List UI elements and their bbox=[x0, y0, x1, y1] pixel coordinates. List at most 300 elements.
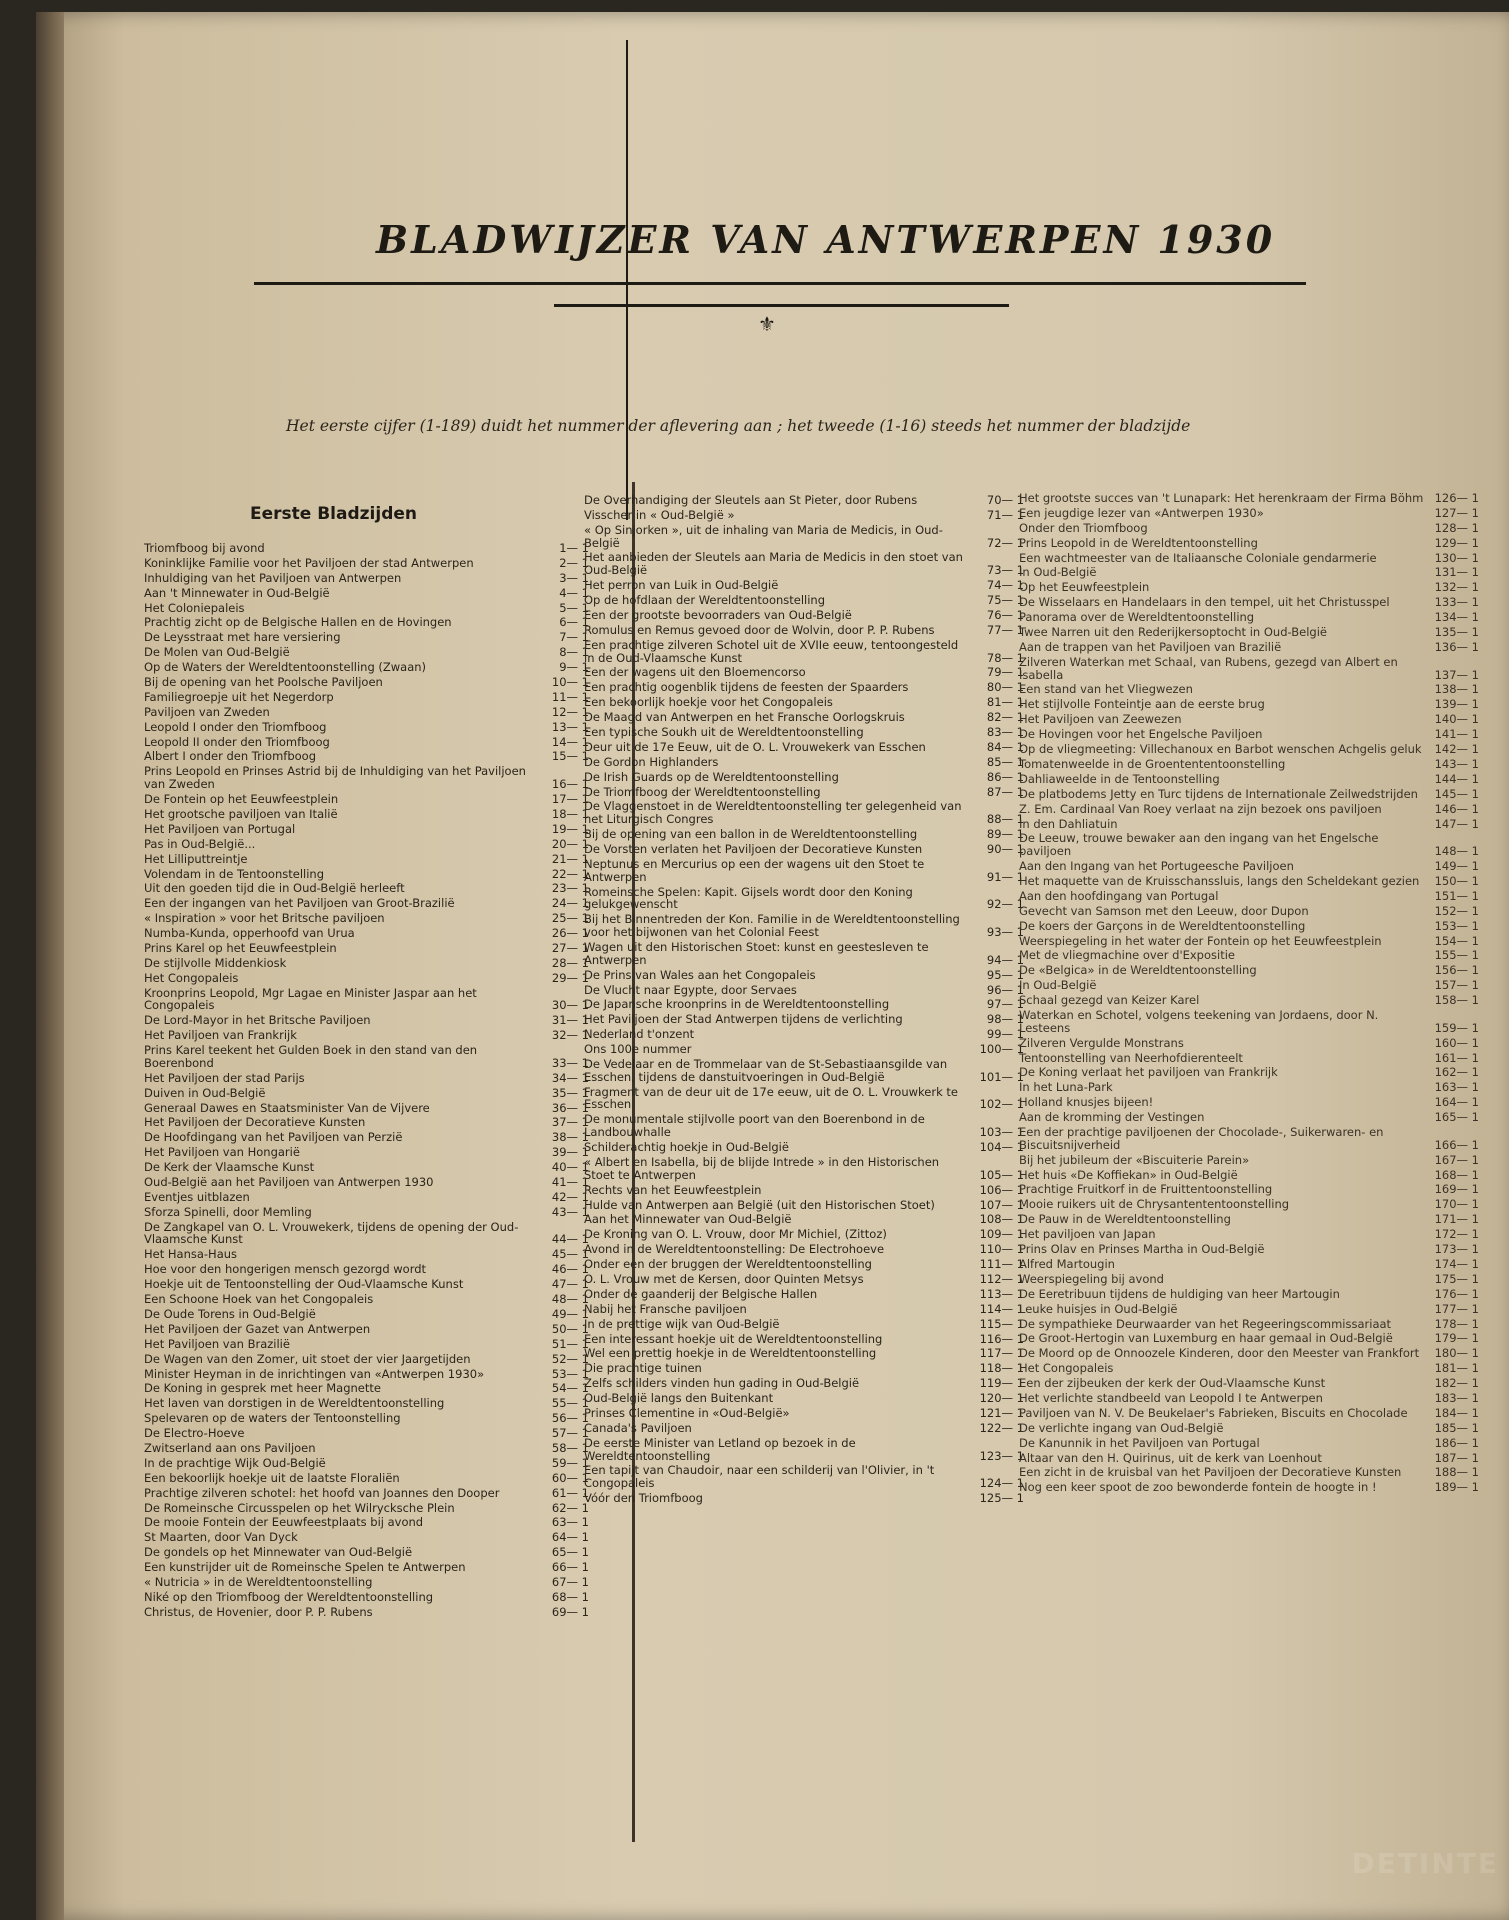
index-entry bbox=[584, 843, 1024, 856]
index-entry bbox=[584, 771, 1024, 784]
entry-reference: 89— 1 bbox=[986, 827, 1024, 842]
index-entry bbox=[144, 557, 589, 570]
entry-title: Een typische Soukh uit de Wereldtentoonstelling bbox=[584, 724, 864, 739]
index-column-1 bbox=[144, 492, 589, 1621]
index-entry bbox=[584, 858, 1024, 884]
entry-title: Niké op den Triomfboog der Wereldtentoonstelling bbox=[144, 1589, 434, 1604]
entry-reference: 73— 1 bbox=[986, 563, 1024, 578]
index-entry bbox=[1019, 1096, 1479, 1109]
index-column-3 bbox=[1019, 492, 1479, 1496]
entry-reference: 44— 1 bbox=[551, 1232, 589, 1247]
index-entry bbox=[144, 972, 589, 985]
index-entry bbox=[1019, 1452, 1479, 1465]
index-entry bbox=[1019, 1009, 1479, 1035]
entry-reference: 163— 1 bbox=[1434, 1080, 1479, 1095]
entry-reference: 151— 1 bbox=[1434, 888, 1479, 903]
section-heading: Eerste Bladzijden bbox=[250, 504, 417, 524]
entry-title: De Japansche kroonprins in de Wereldtentoonstelling bbox=[584, 997, 890, 1012]
entry-reference: 130— 1 bbox=[1434, 550, 1479, 565]
index-entry bbox=[144, 602, 589, 615]
entry-title: Het paviljoen van Japan bbox=[1019, 1227, 1156, 1242]
index-entry bbox=[144, 1044, 589, 1070]
entry-title: Familiegroepje uit het Negerdorp bbox=[144, 689, 334, 704]
entry-title: Romeinsche Spelen: Kapit. Gijsels wordt door den Koning gelukgewenscht bbox=[584, 884, 913, 912]
entry-title: Het perron van Luik in Oud-België bbox=[584, 578, 779, 593]
entry-title: Het Paviljoen van Zeewezen bbox=[1019, 712, 1182, 727]
index-entry bbox=[584, 1318, 1024, 1331]
entry-title: De Kroning van O. L. Vrouw, door Mr Michiel, (Zittoz) bbox=[584, 1227, 887, 1242]
entry-title: In den Dahliatuin bbox=[1019, 816, 1118, 831]
index-entry bbox=[1019, 1377, 1479, 1390]
entry-title: Eventjes uitblazen bbox=[144, 1189, 250, 1204]
entry-title: Een prachtige zilveren Schotel uit de XVIIe eeuw, tentoongesteld in de Oud-Vlaamsche Kunst bbox=[584, 637, 959, 665]
entry-reference: 114— 1 bbox=[979, 1301, 1024, 1316]
index-entry bbox=[144, 616, 589, 629]
index-entry bbox=[144, 1442, 589, 1455]
entry-reference: 169— 1 bbox=[1434, 1182, 1479, 1197]
entry-title: De koers der Garçons in de Wereldtentoonstelling bbox=[1019, 918, 1306, 933]
entry-reference: 120— 1 bbox=[979, 1391, 1024, 1406]
entry-reference: 128— 1 bbox=[1434, 520, 1479, 535]
index-entry bbox=[1019, 611, 1479, 624]
entry-reference: 179— 1 bbox=[1434, 1331, 1479, 1346]
entry-reference: 182— 1 bbox=[1434, 1376, 1479, 1391]
entry-reference: 119— 1 bbox=[979, 1376, 1024, 1391]
entry-title: Albert I onder den Triomfboog bbox=[144, 749, 316, 764]
entry-title: Een stand van het Vliegwezen bbox=[1019, 682, 1193, 697]
index-entry bbox=[1019, 683, 1479, 696]
index-entry bbox=[584, 1288, 1024, 1301]
entry-reference: 162— 1 bbox=[1434, 1065, 1479, 1080]
index-entry bbox=[144, 750, 589, 763]
entry-reference: 166— 1 bbox=[1434, 1137, 1479, 1152]
entry-reference: 116— 1 bbox=[979, 1331, 1024, 1346]
entry-title: De Overhandiging der Sleutels aan St Pieter, door Rubens bbox=[584, 493, 918, 507]
entry-reference: 144— 1 bbox=[1434, 771, 1479, 786]
entry-reference: 91— 1 bbox=[986, 869, 1024, 884]
entry-title: Ons 100e nummer bbox=[584, 1042, 692, 1057]
entry-title: De Vorsten verlaten het Paviljoen der Decoratieve Kunsten bbox=[584, 842, 923, 856]
entry-title: Een interessant hoekje uit de Wereldtentoonstelling bbox=[584, 1331, 883, 1346]
entry-title: De Electro-Hoeve bbox=[144, 1426, 245, 1441]
entry-reference: 86— 1 bbox=[986, 769, 1024, 784]
index-entry bbox=[144, 808, 589, 821]
index-entry bbox=[1019, 1066, 1479, 1079]
index-entry bbox=[1019, 860, 1479, 873]
entry-title: Pas in Oud-België... bbox=[144, 836, 256, 851]
entry-title: Koninklijke Familie voor het Paviljoen der stad Antwerpen bbox=[144, 555, 474, 570]
entry-title: Oud-België langs den Buitenkant bbox=[584, 1391, 774, 1406]
entry-reference: 61— 1 bbox=[551, 1485, 589, 1500]
entry-reference: 167— 1 bbox=[1434, 1152, 1479, 1167]
entry-reference: 124— 1 bbox=[979, 1476, 1024, 1491]
entry-title: Het maquette van de Kruisschanssluis, langs den Scheldekant gezien bbox=[1019, 873, 1420, 888]
index-entry bbox=[144, 1502, 589, 1515]
entry-title: De Vlucht naar Egypte, door Servaes bbox=[584, 982, 797, 997]
index-entry bbox=[144, 1531, 589, 1544]
entry-title: Numba-Kunda, opperhoofd van Urua bbox=[144, 926, 355, 941]
entry-reference: 12— 1 bbox=[551, 704, 589, 719]
index-entry bbox=[1019, 1183, 1479, 1196]
index-entry bbox=[584, 494, 1024, 507]
index-entry bbox=[144, 942, 589, 955]
index-entry bbox=[1019, 596, 1479, 609]
entry-title: De Prins van Wales aan het Congopaleis bbox=[584, 967, 816, 982]
entry-reference: 115— 1 bbox=[979, 1316, 1024, 1331]
index-entry bbox=[584, 1392, 1024, 1405]
entry-title: Schilderachtig hoekje in Oud-België bbox=[584, 1140, 789, 1155]
entry-title: De Zangkapel van O. L. Vrouwekerk, tijdens de opening der Oud-Vlaamsche Kunst bbox=[144, 1219, 519, 1247]
index-entry bbox=[144, 1116, 589, 1129]
entry-title: Gevecht van Samson met den Leeuw, door Dupon bbox=[1019, 903, 1309, 918]
index-entry bbox=[584, 1028, 1024, 1041]
index-entry bbox=[584, 1086, 1024, 1112]
index-entry bbox=[584, 1199, 1024, 1212]
entry-reference: 109— 1 bbox=[979, 1227, 1024, 1242]
index-entry bbox=[1019, 832, 1479, 858]
entry-reference: 78— 1 bbox=[986, 650, 1024, 665]
index-entry bbox=[1019, 1126, 1479, 1152]
entry-reference: 18— 1 bbox=[551, 806, 589, 821]
index-entry bbox=[144, 765, 589, 791]
index-entry bbox=[1019, 773, 1479, 786]
entry-reference: 111— 1 bbox=[979, 1257, 1024, 1272]
entry-title: De Gordon Highlanders bbox=[584, 754, 719, 769]
entry-title: De Wisselaars en Handelaars in den tempel, uit het Christusspel bbox=[1019, 595, 1390, 610]
entry-title: Op de Waters der Wereldtentoonstelling (Zwaan) bbox=[144, 660, 427, 675]
entry-reference: 134— 1 bbox=[1434, 610, 1479, 625]
entry-title: De Triomfboog der Wereldtentoonstelling bbox=[584, 784, 821, 799]
entry-reference: 180— 1 bbox=[1434, 1346, 1479, 1361]
entry-reference: 104— 1 bbox=[979, 1140, 1024, 1155]
entry-reference: 4— 1 bbox=[559, 585, 589, 600]
index-entry bbox=[1019, 758, 1479, 771]
entry-title: Prins Leopold en Prinses Astrid bij de Inhuldiging van het Paviljoen van Zweden bbox=[144, 764, 526, 792]
entry-reference: 55— 1 bbox=[551, 1396, 589, 1411]
index-entry bbox=[1019, 1347, 1479, 1360]
entry-reference: 64— 1 bbox=[551, 1530, 589, 1545]
entry-title: De Leysstraat met hare versiering bbox=[144, 630, 341, 645]
entry-reference: 132— 1 bbox=[1434, 580, 1479, 595]
index-entry bbox=[584, 624, 1024, 637]
entry-title: Inhuldiging van het Paviljoen van Antwerpen bbox=[144, 570, 402, 585]
entry-reference: 10— 1 bbox=[551, 675, 589, 690]
entry-reference: 76— 1 bbox=[986, 607, 1024, 622]
entry-reference: 88— 1 bbox=[986, 812, 1024, 827]
entry-title: Zelfs schilders vinden hun gading in Oud-België bbox=[584, 1376, 860, 1391]
entry-title: Paviljoen van Zweden bbox=[144, 704, 270, 719]
entry-reference: 79— 1 bbox=[986, 665, 1024, 680]
entry-reference: 26— 1 bbox=[551, 926, 589, 941]
entry-reference: 158— 1 bbox=[1434, 993, 1479, 1008]
index-entry bbox=[584, 886, 1024, 912]
index-entry bbox=[584, 1464, 1024, 1490]
entry-title: Sforza Spinelli, door Memling bbox=[144, 1204, 312, 1219]
entry-reference: 184— 1 bbox=[1434, 1405, 1479, 1420]
index-entry bbox=[1019, 1407, 1479, 1420]
index-entry bbox=[584, 984, 1024, 997]
entry-title: Het Paviljoen der Decoratieve Kunsten bbox=[144, 1115, 366, 1130]
index-entry bbox=[584, 1228, 1024, 1241]
entry-reference: 102— 1 bbox=[979, 1097, 1024, 1112]
entry-reference: 122— 1 bbox=[979, 1420, 1024, 1435]
entry-reference: 14— 1 bbox=[551, 734, 589, 749]
index-entry bbox=[1019, 1481, 1479, 1494]
entry-title: Met de vliegmachine over d'Expositie bbox=[1019, 948, 1235, 963]
entry-title: « Op Sinjorken », uit de inhaling van Maria de Medicis, in Oud-België bbox=[584, 522, 943, 550]
index-entry bbox=[1019, 1303, 1479, 1316]
entry-title: Het Paviljoen van Portugal bbox=[144, 821, 296, 836]
index-entry bbox=[584, 1184, 1024, 1197]
entry-reference: 160— 1 bbox=[1434, 1035, 1479, 1050]
entry-reference: 148— 1 bbox=[1434, 844, 1479, 859]
index-entry bbox=[1019, 1318, 1479, 1331]
index-entry bbox=[1019, 1213, 1479, 1226]
entry-title: De sympathieke Deurwaarder van het Regeeringscommissariaat bbox=[1019, 1316, 1392, 1331]
index-entry bbox=[1019, 1052, 1479, 1065]
entry-reference: 135— 1 bbox=[1434, 625, 1479, 640]
entry-title: Een bekoorlijk hoekje uit de laatste Floraliën bbox=[144, 1470, 400, 1485]
entry-title: Nederland t'onzent bbox=[584, 1027, 695, 1042]
index-entry bbox=[584, 1303, 1024, 1316]
index-entry bbox=[144, 1427, 589, 1440]
entry-title: Panorama over de Wereldtentoonstelling bbox=[1019, 610, 1255, 625]
entry-reference: 94— 1 bbox=[986, 952, 1024, 967]
entry-reference: 123— 1 bbox=[979, 1448, 1024, 1463]
entry-title: Rechts van het Eeuwfeestplein bbox=[584, 1182, 762, 1197]
index-entry bbox=[1019, 1422, 1479, 1435]
entry-reference: 108— 1 bbox=[979, 1212, 1024, 1227]
index-entry bbox=[1019, 1466, 1479, 1479]
index-entry bbox=[144, 793, 589, 806]
entry-title: Het Lilliputtreintje bbox=[144, 851, 248, 866]
entry-reference: 46— 1 bbox=[551, 1262, 589, 1277]
entry-title: De Pauw in de Wereldtentoonstelling bbox=[1019, 1212, 1231, 1227]
entry-title: Zilveren Vergulde Monstrans bbox=[1019, 1035, 1184, 1050]
index-entry bbox=[144, 882, 589, 895]
entry-reference: 107— 1 bbox=[979, 1197, 1024, 1212]
entry-reference: 66— 1 bbox=[551, 1560, 589, 1575]
entry-title: Weerspiegeling bij avond bbox=[1019, 1271, 1164, 1286]
index-entry bbox=[144, 853, 589, 866]
index-entry bbox=[144, 1561, 589, 1574]
entry-reference: 20— 1 bbox=[551, 836, 589, 851]
entry-reference: 8— 1 bbox=[559, 645, 589, 660]
index-entry bbox=[1019, 522, 1479, 535]
entry-reference: 95— 1 bbox=[986, 967, 1024, 982]
entry-title: De eerste Minister van Letland op bezoek in de Wereldtentoonstelling bbox=[584, 1435, 856, 1463]
entry-title: Duiven in Oud-België bbox=[144, 1085, 266, 1100]
index-entry bbox=[1019, 713, 1479, 726]
index-entry bbox=[1019, 949, 1479, 962]
entry-reference: 187— 1 bbox=[1434, 1450, 1479, 1465]
entry-reference: 92— 1 bbox=[986, 897, 1024, 912]
entry-reference: 65— 1 bbox=[551, 1545, 589, 1560]
entry-title: Paviljoen van N. V. De Beukelaer's Fabrieken, Biscuits en Chocolade bbox=[1019, 1405, 1408, 1420]
title-rule-bottom bbox=[554, 304, 1009, 307]
entry-title: Christus, de Hovenier, door P. P. Rubens bbox=[144, 1604, 373, 1619]
index-entry bbox=[144, 838, 589, 851]
index-entry bbox=[144, 676, 589, 689]
entry-title: Visscher in « Oud-België » bbox=[584, 507, 735, 522]
entry-reference: 138— 1 bbox=[1434, 682, 1479, 697]
entry-reference: 161— 1 bbox=[1434, 1050, 1479, 1065]
entry-title: Wagen uit den Historischen Stoet: kunst en geestesleven te Antwerpen bbox=[584, 939, 929, 967]
entry-title: Bij het jubileum der «Biscuiterie Parein» bbox=[1019, 1152, 1250, 1167]
entry-title: De Hovingen voor het Engelsche Paviljoen bbox=[1019, 727, 1263, 742]
index-entry bbox=[144, 912, 589, 925]
index-entry bbox=[1019, 935, 1479, 948]
entry-title: Die prachtige tuinen bbox=[584, 1361, 702, 1376]
index-entry bbox=[1019, 1169, 1479, 1182]
index-entry bbox=[584, 1141, 1024, 1154]
entry-reference: 136— 1 bbox=[1434, 639, 1479, 654]
entry-title: O. L. Vrouw met de Kersen, door Quinten Metsys bbox=[584, 1271, 864, 1286]
entry-reference: 176— 1 bbox=[1434, 1286, 1479, 1301]
index-entry bbox=[144, 706, 589, 719]
entry-reference: 84— 1 bbox=[986, 739, 1024, 754]
entry-reference: 9— 1 bbox=[559, 660, 589, 675]
entry-title: Twee Narren uit den Rederijkersoptocht in Oud-België bbox=[1019, 625, 1327, 640]
entry-title: In het Luna-Park bbox=[1019, 1080, 1113, 1095]
index-entry bbox=[144, 1576, 589, 1589]
entry-title: Het verlichte standbeeld van Leopold I te Antwerpen bbox=[1019, 1390, 1323, 1405]
entry-reference: 42— 1 bbox=[551, 1189, 589, 1204]
entry-reference: 36— 1 bbox=[551, 1100, 589, 1115]
index-entry bbox=[584, 1058, 1024, 1084]
entry-title: De Vedelaar en de Trommelaar van de St-Sebastiaansgilde van Esschen, tijdens de danstuitvoeringen in Oud-België bbox=[584, 1056, 948, 1084]
entry-title: Aan den hoofdingang van Portugal bbox=[1019, 888, 1219, 903]
index-entry bbox=[1019, 1243, 1479, 1256]
entry-title: Tentoonstelling van Neerhofdierenteelt bbox=[1019, 1050, 1243, 1065]
entry-title: Bij de opening van een ballon in de Wereldtentoonstelling bbox=[584, 827, 918, 842]
entry-title: Canada's Paviljoen bbox=[584, 1420, 692, 1435]
index-entry bbox=[1019, 1198, 1479, 1211]
entry-reference: 37— 1 bbox=[551, 1115, 589, 1130]
entry-reference: 156— 1 bbox=[1434, 963, 1479, 978]
entry-reference: 93— 1 bbox=[986, 925, 1024, 940]
entry-reference: 50— 1 bbox=[551, 1321, 589, 1336]
entry-title: Triomfboog bij avond bbox=[144, 541, 265, 555]
index-entry bbox=[144, 897, 589, 910]
entry-reference: 157— 1 bbox=[1434, 978, 1479, 993]
index-entry bbox=[1019, 728, 1479, 741]
index-entry bbox=[584, 969, 1024, 982]
entry-title: Romulus en Remus gevoed door de Wolvin, door P. P. Rubens bbox=[584, 622, 935, 637]
index-entry bbox=[1019, 1258, 1479, 1271]
index-entry bbox=[584, 696, 1024, 709]
index-entry bbox=[584, 1422, 1024, 1435]
index-entry bbox=[144, 1323, 589, 1336]
entry-reference: 147— 1 bbox=[1434, 816, 1479, 831]
entry-title: Uit den goeden tijd die in Oud-België herleeft bbox=[144, 881, 405, 896]
entry-reference: 57— 1 bbox=[551, 1426, 589, 1441]
entry-title: In Oud-België bbox=[1019, 565, 1097, 580]
index-entry bbox=[144, 1591, 589, 1604]
entry-reference: 51— 1 bbox=[551, 1336, 589, 1351]
entry-reference: 2— 1 bbox=[559, 555, 589, 570]
entry-reference: 154— 1 bbox=[1434, 933, 1479, 948]
entry-reference: 178— 1 bbox=[1434, 1316, 1479, 1331]
entry-reference: 25— 1 bbox=[551, 911, 589, 926]
entry-title: De Koning in gesprek met heer Magnette bbox=[144, 1381, 381, 1396]
entry-title: Een der ingangen van het Paviljoen van Groot-Brazilië bbox=[144, 896, 455, 911]
index-entry bbox=[144, 868, 589, 881]
entry-reference: 30— 1 bbox=[551, 998, 589, 1013]
entry-title: Oud-België aan het Paviljoen van Antwerpen 1930 bbox=[144, 1175, 434, 1190]
entry-title: Weerspiegeling in het water der Fontein op het Eeuwfeestplein bbox=[1019, 933, 1382, 948]
index-entry bbox=[584, 551, 1024, 577]
index-entry bbox=[584, 1333, 1024, 1346]
index-entry bbox=[1019, 803, 1479, 816]
entry-title: Het laven van dorstigen in de Wereldtentoonstelling bbox=[144, 1396, 445, 1411]
index-entry bbox=[584, 666, 1024, 679]
entry-title: Het Paviljoen der Gazet van Antwerpen bbox=[144, 1321, 371, 1336]
index-entry bbox=[584, 786, 1024, 799]
entry-reference: 186— 1 bbox=[1434, 1435, 1479, 1450]
entry-title: De Romeinsche Circusspelen op het Wilrycksche Plein bbox=[144, 1500, 455, 1515]
entry-reference: 137— 1 bbox=[1434, 667, 1479, 682]
entry-title: Wel een prettig hoekje in de Wereldtentoonstelling bbox=[584, 1346, 877, 1361]
index-entry bbox=[1019, 1332, 1479, 1345]
entry-reference: 133— 1 bbox=[1434, 595, 1479, 610]
index-entry bbox=[1019, 698, 1479, 711]
entry-title: Het Paviljoen van Brazilië bbox=[144, 1336, 290, 1351]
entry-reference: 56— 1 bbox=[551, 1411, 589, 1426]
entry-reference: 52— 1 bbox=[551, 1351, 589, 1366]
index-entry bbox=[144, 587, 589, 600]
index-entry bbox=[584, 524, 1024, 550]
index-entry bbox=[144, 1191, 589, 1204]
entry-reference: 173— 1 bbox=[1434, 1242, 1479, 1257]
index-entry bbox=[1019, 743, 1479, 756]
index-entry bbox=[584, 1407, 1024, 1420]
entry-title: Een der wagens uit den Bloemencorso bbox=[584, 665, 806, 680]
index-entry bbox=[144, 1221, 589, 1247]
entry-title: Het Congopaleis bbox=[1019, 1361, 1114, 1376]
entry-title: St Maarten, door Van Dyck bbox=[144, 1530, 298, 1545]
entry-title: Het huis «De Koffiekan» in Oud-België bbox=[1019, 1167, 1238, 1182]
entry-title: Aan den Ingang van het Portugeesche Paviljoen bbox=[1019, 859, 1294, 874]
entry-title: De Eeretribuun tijdens de huldiging van heer Martougin bbox=[1019, 1286, 1340, 1301]
entry-title: Aan de trappen van het Paviljoen van Brazilië bbox=[1019, 639, 1282, 654]
index-entry bbox=[584, 828, 1024, 841]
index-entry bbox=[1019, 656, 1479, 682]
entry-title: Generaal Dawes en Staatsminister Van de Vijvere bbox=[144, 1100, 430, 1115]
entry-title: De stijlvolle Middenkiosk bbox=[144, 955, 287, 970]
entry-reference: 21— 1 bbox=[551, 851, 589, 866]
index-entry bbox=[584, 711, 1024, 724]
entry-title: « Inspiration » voor het Britsche paviljoen bbox=[144, 911, 385, 926]
entry-reference: 35— 1 bbox=[551, 1085, 589, 1100]
entry-title: Op het Eeuwfeestplein bbox=[1019, 580, 1150, 595]
index-entry bbox=[144, 1368, 589, 1381]
index-entry bbox=[584, 1113, 1024, 1139]
index-entry bbox=[144, 1176, 589, 1189]
index-column-2 bbox=[584, 494, 1024, 1507]
index-entry bbox=[584, 1362, 1024, 1375]
index-entry bbox=[1019, 890, 1479, 903]
index-entry bbox=[1019, 566, 1479, 579]
entry-reference: 170— 1 bbox=[1434, 1197, 1479, 1212]
entry-reference: 110— 1 bbox=[979, 1242, 1024, 1257]
entry-reference: 105— 1 bbox=[979, 1167, 1024, 1182]
index-entry bbox=[1019, 905, 1479, 918]
index-entry bbox=[144, 1087, 589, 1100]
entry-reference: 71— 1 bbox=[986, 507, 1024, 522]
entry-title: Prins Karel op het Eeuwfeestplein bbox=[144, 940, 337, 955]
entry-reference: 174— 1 bbox=[1434, 1256, 1479, 1271]
